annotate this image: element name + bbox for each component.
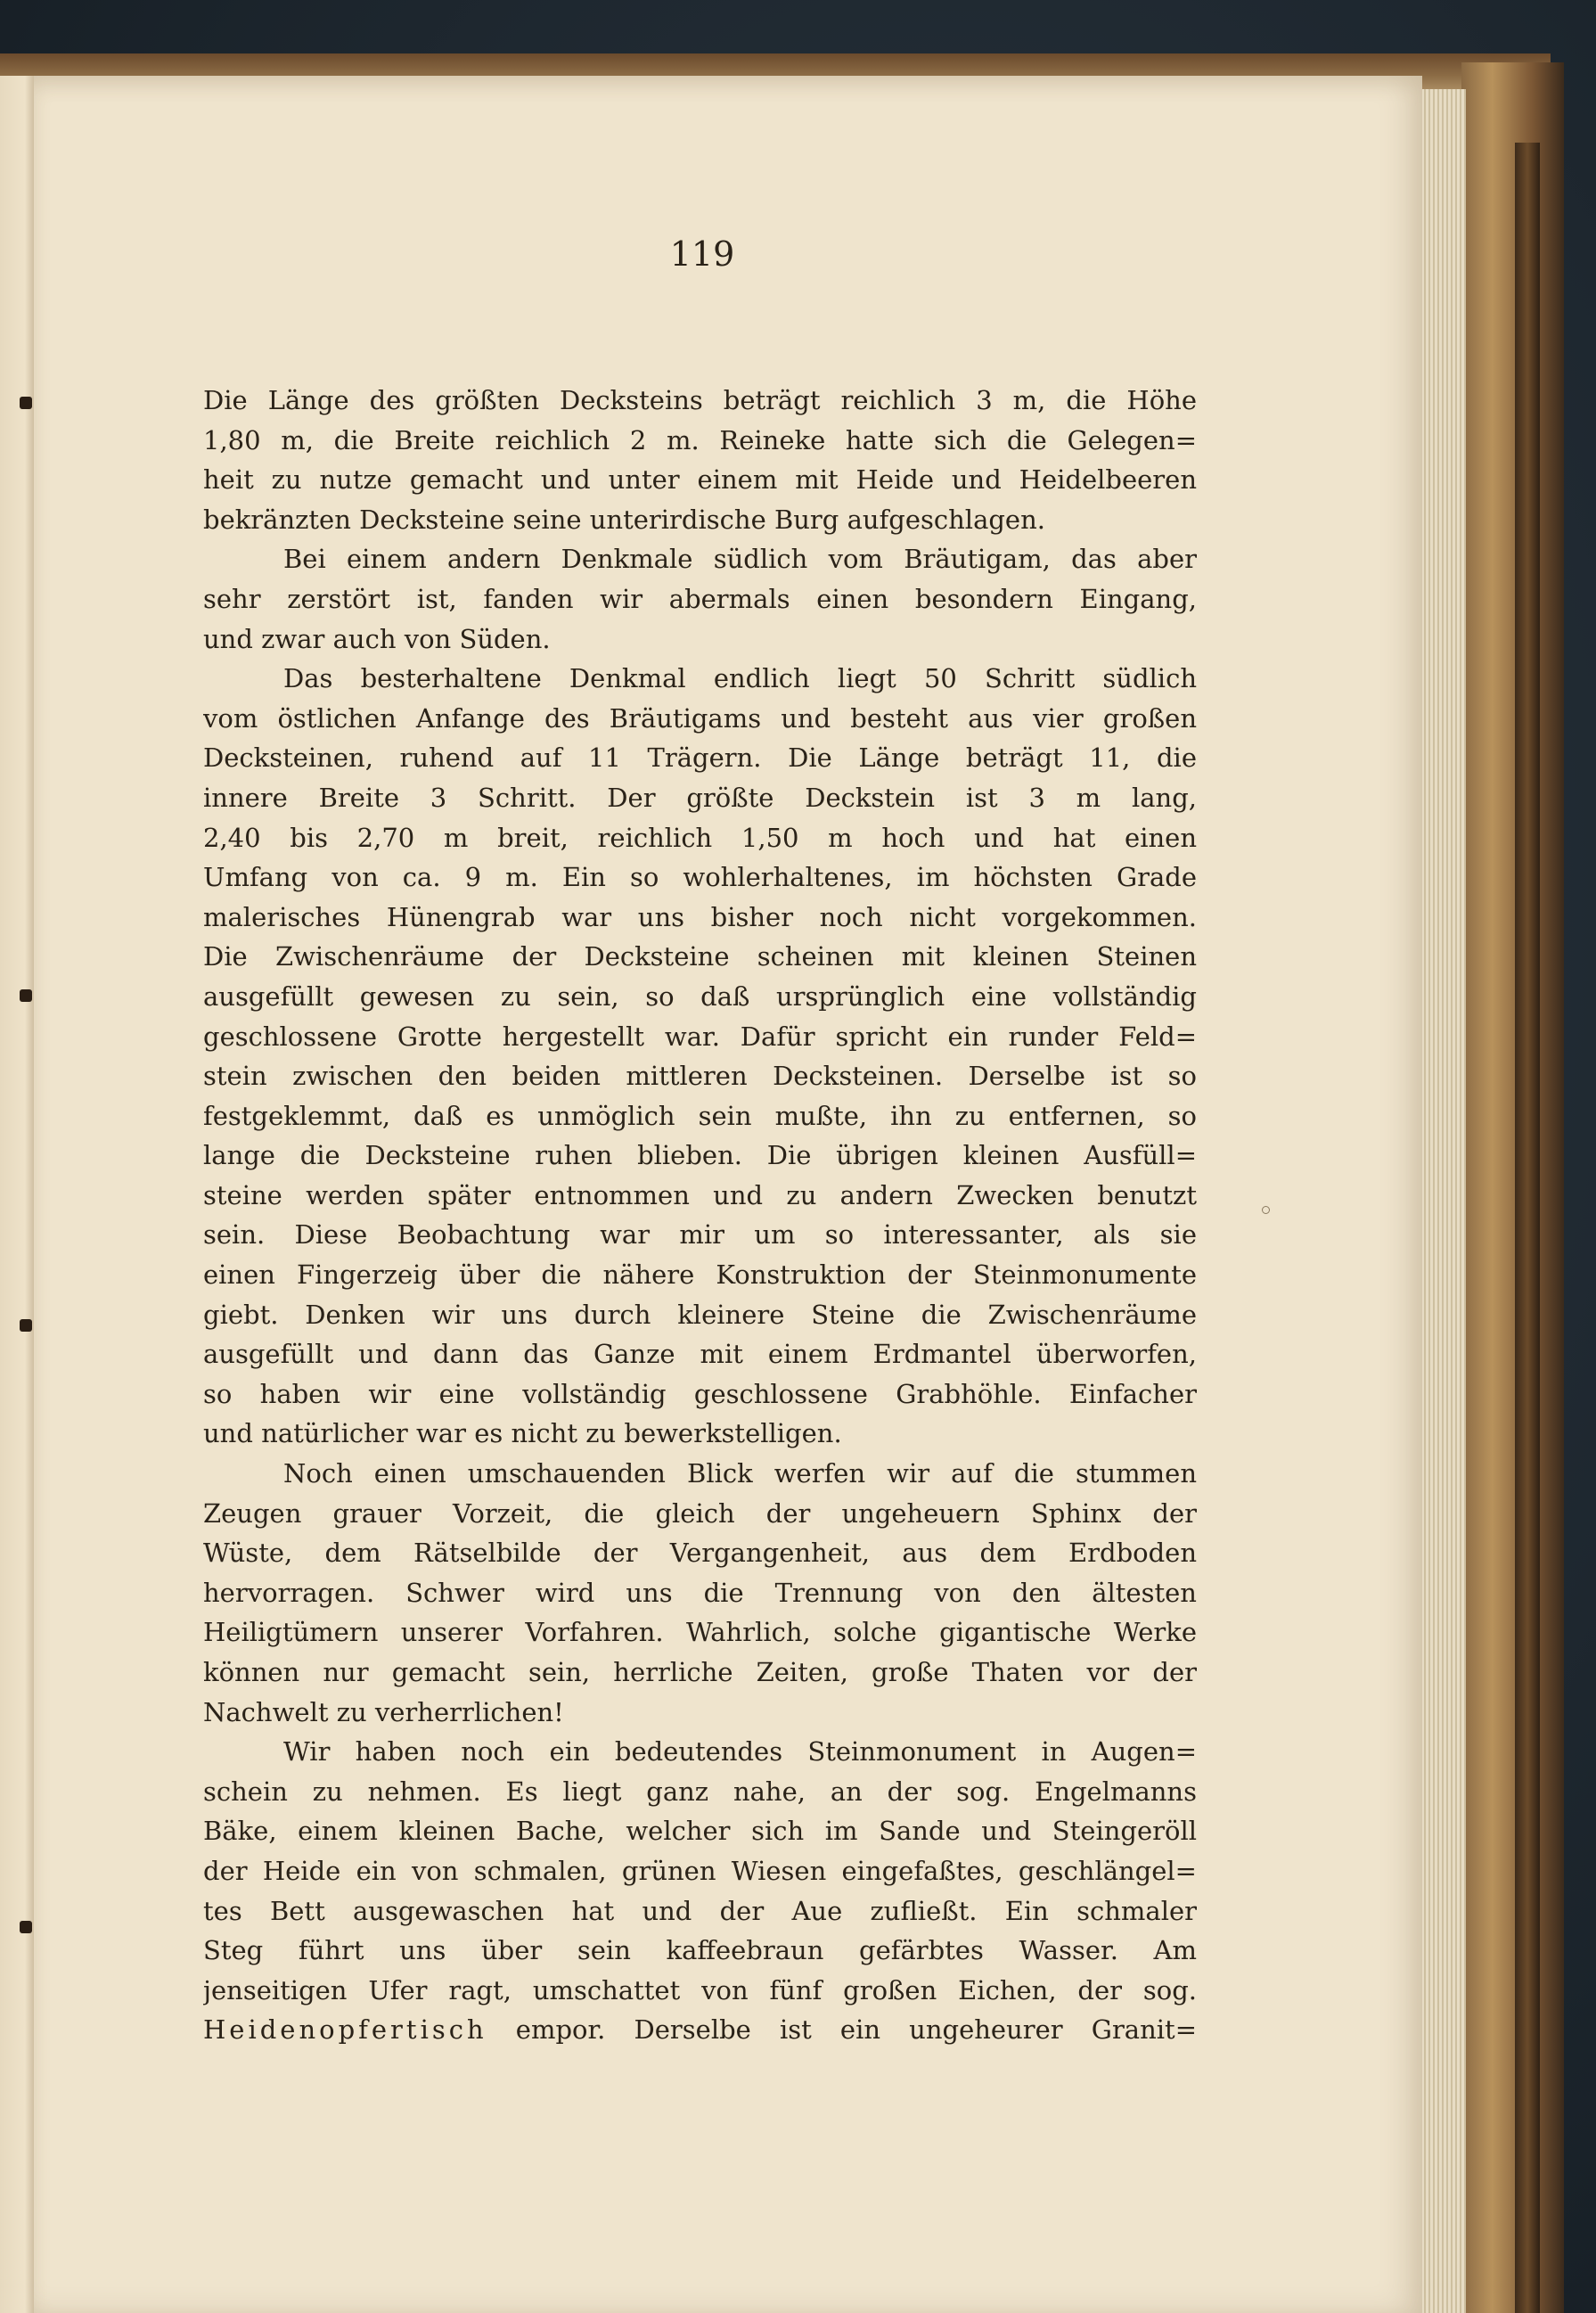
binding-mark <box>20 989 32 1002</box>
spaced-term: Heidenopfertisch <box>203 2014 487 2046</box>
text-line: Bäke, einem kleinen Bache, welcher sich im Sande und Steingeröll <box>203 1816 1197 1847</box>
text-line: Die Länge des größten Decksteins beträgt reichlich 3 m, die Höhe <box>203 385 1197 415</box>
text-line: festgeklemmt, daß es unmöglich sein mußte, ihn zu entfernen, so <box>203 1100 1197 1131</box>
text-line: Das besterhaltene Denkmal endlich liegt 50 Schritt südlich <box>283 663 1197 694</box>
text-line: sein. Diese Beobachtung war mir um so interessanter, als sie <box>203 1219 1197 1251</box>
text-line: geschlossene Grotte hergestellt war. Dafür spricht ein runder Feld= <box>203 1021 1197 1052</box>
text-line: tes Bett ausgewaschen hat und der Aue zufließt. Ein schmaler <box>203 1895 1197 1926</box>
text-line: jenseitigen Ufer ragt, umschattet von fünf großen Eichen, der sog. <box>203 1974 1197 2005</box>
text-line: innere Breite 3 Schritt. Der größte Deckstein ist 3 m lang, <box>203 782 1197 813</box>
body-text <box>203 381 1197 2050</box>
text-line: und zwar auch von Süden. <box>203 623 551 654</box>
binding-mark <box>20 1319 32 1332</box>
margin-ink-dot <box>1262 1206 1270 1214</box>
text-line: 1,80 m, die Breite reichlich 2 m. Reineke hatte sich die Gelegen= <box>203 424 1197 455</box>
book-page <box>34 76 1422 2313</box>
text-line: Steg führt uns über sein kaffeebraun gefärbtes Wasser. Am <box>203 1935 1197 1966</box>
book-cover-right-edge <box>1461 62 1564 2313</box>
text-line: können nur gemacht sein, herrliche Zeiten, große Thaten vor der <box>203 1657 1197 1687</box>
text-line: und natürlicher war es nicht zu bewerkstelligen. <box>203 1418 842 1449</box>
text-line: der Heide ein von schmalen, grünen Wiesen eingefaßtes, geschlängel= <box>203 1855 1197 1886</box>
text-line: einen Fingerzeig über die nähere Konstruktion der Steinmonumente <box>203 1259 1197 1291</box>
text-line: Heiligtümern unserer Vorfahren. Wahrlich, solche gigantische Werke <box>203 1617 1197 1648</box>
page-number: 119 <box>669 234 735 274</box>
text-line: Wüste, dem Rätselbilde der Vergangenheit, aus dem Erdboden <box>203 1538 1197 1569</box>
text-line: stein zwischen den beiden mittleren Decksteinen. Derselbe ist so <box>203 1061 1197 1092</box>
text-line: lange die Decksteine ruhen blieben. Die übrigen kleinen Ausfüll= <box>203 1140 1197 1171</box>
text-line <box>203 2010 1197 2050</box>
text-line: sehr zerstört ist, fanden wir abermals einen besondern Eingang, <box>203 583 1197 614</box>
text-line: Zeugen grauer Vorzeit, die gleich der ungeheuern Sphinx der <box>203 1497 1197 1529</box>
text-line: vom östlichen Anfange des Bräutigams und besteht aus vier großen <box>203 702 1197 734</box>
text-line: hervorragen. Schwer wird uns die Trennung von den ältesten <box>203 1577 1197 1608</box>
facing-page-edge <box>0 76 36 2313</box>
text-line-rest: empor. Derselbe ist ein ungeheurer Granit= <box>487 2014 1197 2046</box>
text-line: heit zu nutze gemacht und unter einem mit Heide und Heidelbeeren <box>203 464 1197 496</box>
text-line: so haben wir eine vollständig geschlossene Grabhöhle. Einfacher <box>203 1378 1197 1409</box>
text-line: giebt. Denken wir uns durch kleinere Steine die Zwischenräume <box>203 1299 1197 1330</box>
text-line: steine werden später entnommen und zu andern Zwecken benutzt <box>203 1179 1197 1210</box>
text-line: Die Zwischenräume der Decksteine scheinen mit kleinen Steinen <box>203 941 1197 972</box>
text-line: schein zu nehmen. Es liegt ganz nahe, an der sog. Engelmanns <box>203 1776 1197 1807</box>
binding-mark <box>20 1921 32 1933</box>
text-line: ausgefüllt und dann das Ganze mit einem Erdmantel überworfen, <box>203 1339 1197 1370</box>
text-line: Nachwelt zu verherrlichen! <box>203 1696 564 1727</box>
binding-mark <box>20 397 32 409</box>
text-line: bekränzten Decksteine seine unterirdische Burg aufgeschlagen. <box>203 504 1045 535</box>
text-line: 2,40 bis 2,70 m breit, reichlich 1,50 m hoch und hat einen <box>203 822 1197 853</box>
text-line: Decksteinen, ruhend auf 11 Trägern. Die Länge beträgt 11, die <box>203 742 1197 774</box>
text-line: malerisches Hünengrab war uns bisher noch nicht vorgekommen. <box>203 901 1197 932</box>
text-line: Bei einem andern Denkmale südlich vom Bräutigam, das aber <box>283 544 1197 575</box>
text-line: ausgefüllt gewesen zu sein, so daß ursprünglich eine vollständig <box>203 980 1197 1012</box>
text-line: Umfang von ca. 9 m. Ein so wohlerhaltenes, im höchsten Grade <box>203 862 1197 893</box>
text-line: Noch einen umschauenden Blick werfen wir auf die stummen <box>283 1458 1197 1489</box>
text-line: Wir haben noch ein bedeutendes Steinmonument in Augen= <box>283 1736 1197 1768</box>
book-spine-band <box>1515 143 1540 2313</box>
